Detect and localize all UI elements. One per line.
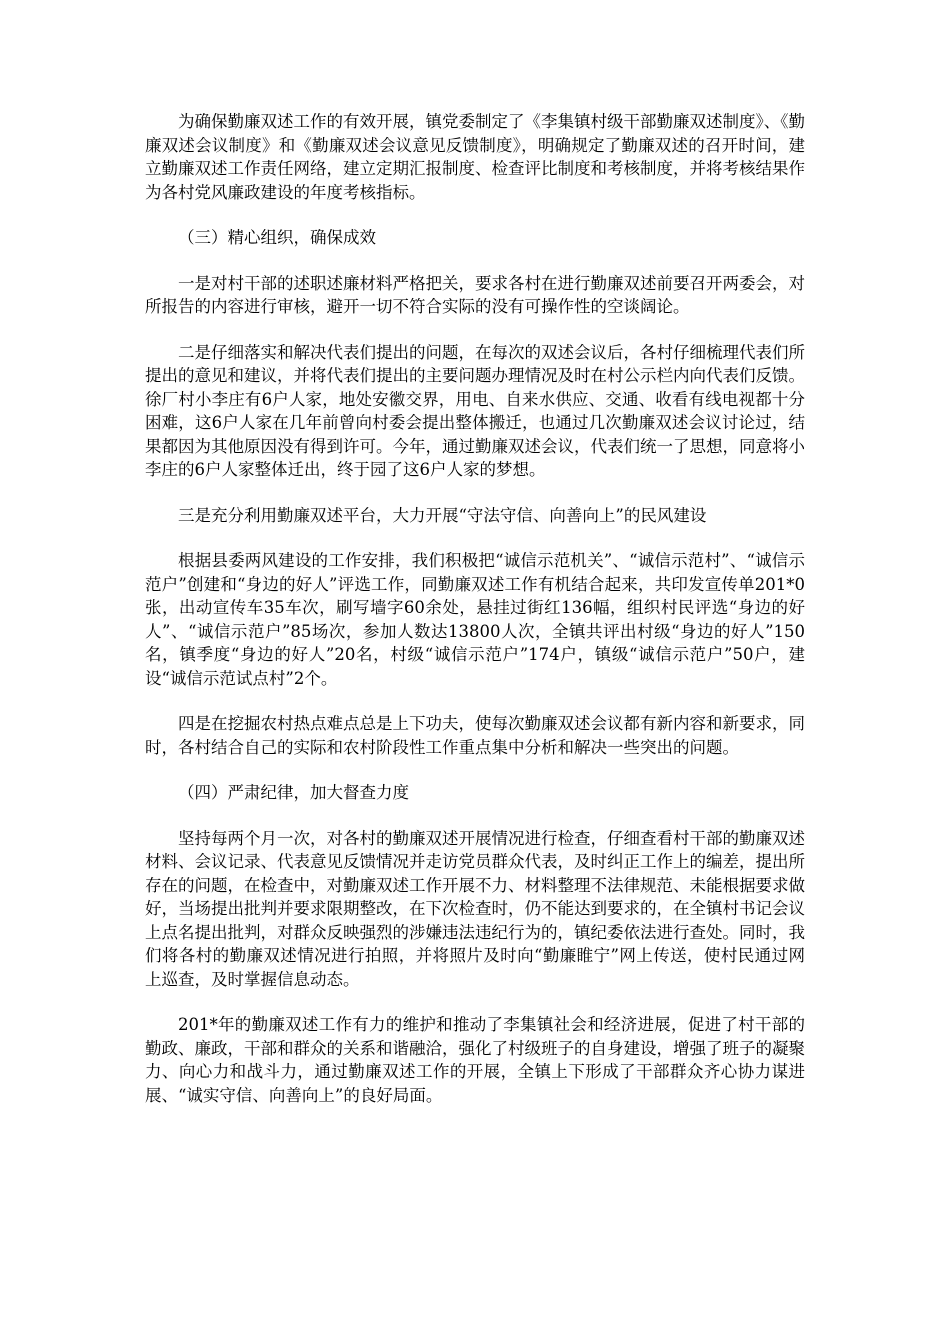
document-body xyxy=(145,110,805,1129)
paragraph-institution-building: 为确保勤廉双述工作的有效开展，镇党委制定了《李集镇村级干部勤廉双述制度》、《勤廉双述会议制度》和《勤廉双述会议意见反馈制度》，明确规定了勤廉双述的召开时间，建立勤廉双述工作责任网络，建立定期汇报制度、检查评比制度和考核制度，并将考核结果作为各村党风廉政建设的年度考核指标。 xyxy=(145,112,805,202)
paragraph-inspection: 坚持每两个月一次，对各村的勤廉双述开展情况进行检查，仔细查看村干部的勤廉双述材料、会议记录、代表意见反馈情况并走访党员群众代表，及时纠正工作上的编差，提出所存在的问题，在检查中，对勤廉双述工作开展不力、材料整理不法律规范、未能根据要求做好，当场提出批判并要求限期整改，在下次检查时，仍不能达到要求的，在全镇村书记会议上点名提出批判，对群众反映强烈的涉嫌违法违纪行为的，镇纪委依法进行查处。同时，我们将各村的勤廉双述情况进行拍照，并将照片及时向“勤廉睢宁”网上传送，使村民通过网上巡查，及时掌握信息动态。 xyxy=(145,828,805,989)
paragraph-integrity-campaign: 根据县委两风建设的工作安排，我们积极把“诚信示范机关”、“诚信示范村”、“诚信示范户”创建和“身边的好人”评选工作，同勤廉双述工作有机结合起来，共印发宣传单201*0张，出动宣传车35车次，刷写墙字60余处，悬挂过街红136幅，组织村民评选“身边的好人”、“诚信示范户”85场次，参加人数达13800人次，全镇共评出村级“身边的好人”150名，镇季度“身边的好人”20名，村级“诚信示范户”174户，镇级“诚信示范户”50户，建设“诚信示范试点村”2个。 xyxy=(145,551,805,688)
section-heading-4: （四）严肃纪律，加大督查力度 xyxy=(178,783,409,802)
paragraph-point-3: 三是充分利用勤廉双述平台，大力开展“守法守信、向善向上”的民风建设 xyxy=(178,505,707,525)
paragraph-point-1: 一是对村干部的述职述廉材料严格把关，要求各村在进行勤廉双述前要召开两委会，对所报告的内容进行审核，避开一切不符合实际的没有可操作性的空谈阔论。 xyxy=(145,273,805,316)
paragraph-point-2: 二是仔细落实和解决代表们提出的问题，在每次的双述会议后，各村仔细梳理代表们所提出的意见和建议，并将代表们提出的主要问题办理情况及时在村公示栏内向代表们反馈。徐厂村小李庄有6户人家，地处安徽交界，用电、自来水供应、交通、收看有线电视都十分困难，这6户人家在几年前曾向村委会提出整体搬迁，也通过几次勤廉双述会议讨论过，结果都因为其他原因没有得到许可。今年，通过勤廉双述会议，代表们统一了思想，同意将小李庄的6户人家整体迁出，终于园了这6户人家的梦想。 xyxy=(145,342,805,479)
paragraph-conclusion: 201*年的勤廉双述工作有力的维护和推动了李集镇社会和经济进展，促进了村干部的勤政、廉政，干部和群众的关系和谐融洽，强化了村级班子的自身建设，增强了班子的凝聚力、向心力和战斗力，通过勤廉双述工作的开展，全镇上下形成了干部群众齐心协力谋进展、“诚实守信、向善向上”的良好局面。 xyxy=(145,1015,805,1105)
section-heading-3: （三）精心组织，确保成效 xyxy=(178,228,376,247)
paragraph-point-4: 四是在挖掘农村热点难点总是上下功夫，使每次勤廉双述会议都有新内容和新要求，同时，各村结合自己的实际和农村阶段性工作重点集中分析和解决一些突出的问题。 xyxy=(145,714,805,757)
